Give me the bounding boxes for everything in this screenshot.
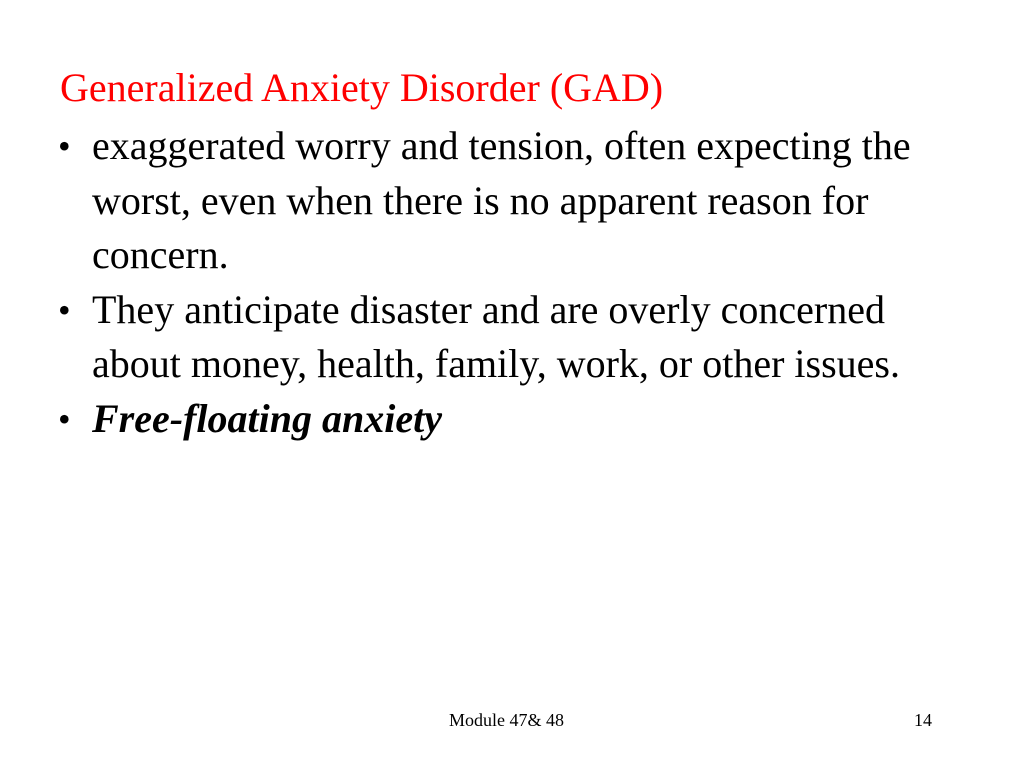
bullet-text: They anticipate disaster and are overly concerned about money, health, family, work, or other issues. [92,286,900,386]
slide-footer: Module 47& 48 [449,710,564,730]
bullet-text-emphasized: Free-floating anxiety [92,395,442,441]
page-number: 14 [914,710,932,730]
slide-title: Generalized Anxiety Disorder (GAD) [60,65,664,110]
bullet-dot-icon: • [58,398,71,439]
bullet-item [58,283,958,392]
bullet-text: exaggerated worry and tension, often expecting the worst, even when there is no apparent reason for concern. [92,123,911,277]
bullet-item [58,119,958,283]
bullet-list [58,119,958,446]
bullet-dot-icon: • [58,289,71,330]
bullet-dot-icon: • [58,126,71,166]
bullet-item [58,392,958,447]
